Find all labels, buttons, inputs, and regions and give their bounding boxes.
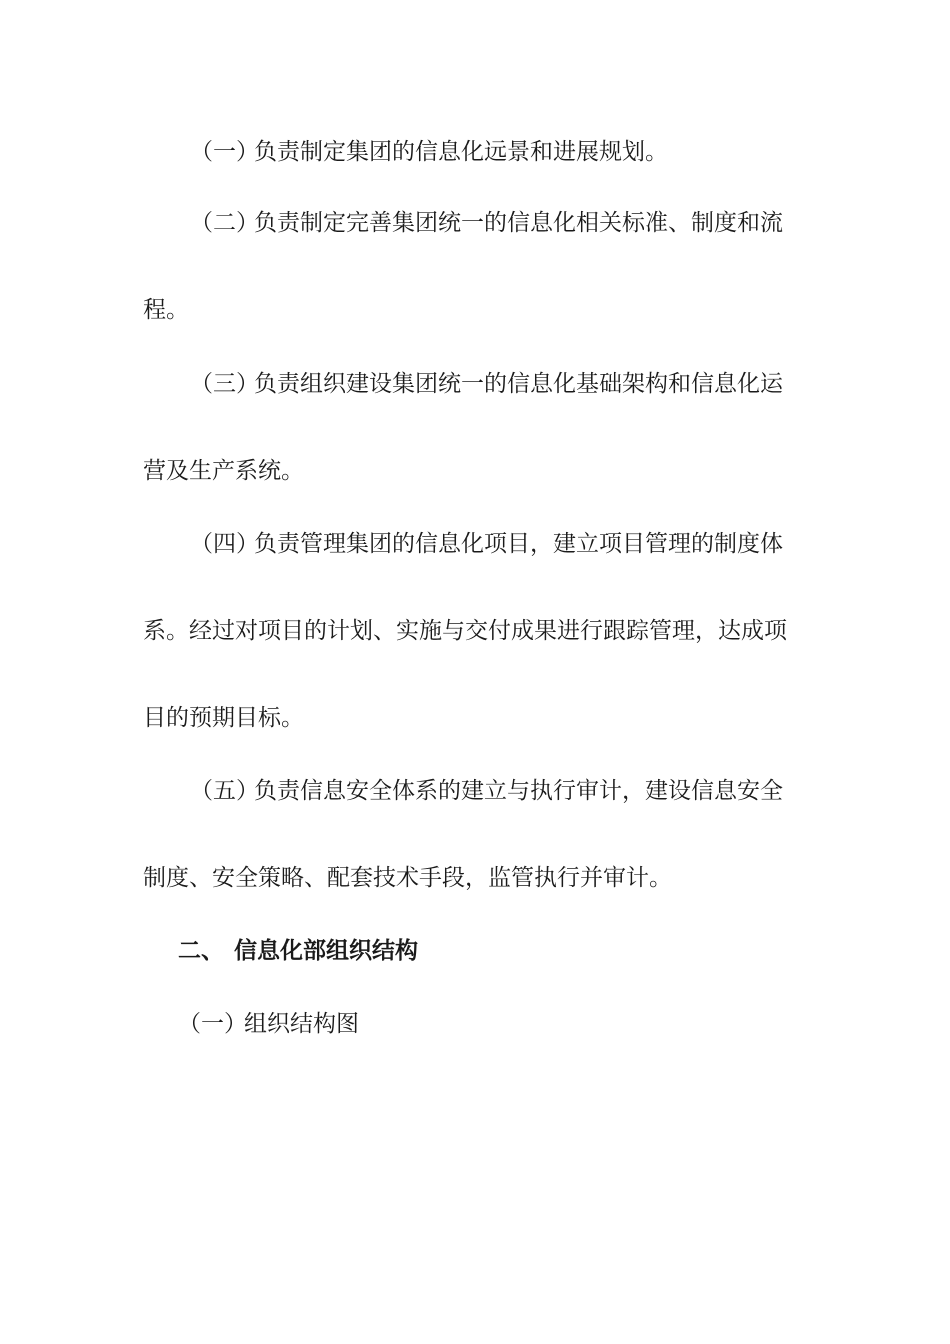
section-number: 二、 [178, 938, 224, 964]
list-item [190, 207, 783, 239]
item-text-line: 负责管理集团的信息化项目，建立项目管理的制度体 [254, 531, 783, 557]
item-continuation-line: 目的预期目标。 [143, 705, 304, 731]
list-item [190, 775, 783, 807]
list-item [190, 528, 783, 560]
item-continuation-line: 程。 [143, 297, 189, 323]
item-text-line: 负责信息安全体系的建立与执行审计，建设信息安全 [254, 778, 783, 804]
subsection-heading [178, 1008, 359, 1040]
item-marker: （四） [190, 531, 259, 557]
subsection-marker: （一） [178, 1011, 247, 1037]
item-marker: （三） [190, 371, 259, 397]
item-continuation-line: 营及生产系统。 [143, 458, 304, 484]
subsection-title: 组织结构图 [244, 1011, 359, 1037]
list-item [190, 368, 783, 400]
item-continuation-line: 系。经过对项目的计划、实施与交付成果进行跟踪管理，达成项 [143, 618, 787, 644]
item-marker: （一） [190, 139, 259, 165]
item-text-line: 负责组织建设集团统一的信息化基础架构和信息化运 [254, 371, 783, 397]
item-text-line: 负责制定集团的信息化远景和进展规划。 [254, 139, 668, 165]
item-continuation-line: 制度、安全策略、配套技术手段，监管执行并审计。 [143, 865, 672, 891]
section-title: 信息化部组织结构 [234, 938, 418, 964]
item-marker: （二） [190, 210, 259, 236]
list-item [190, 136, 668, 168]
section-heading [178, 935, 418, 967]
item-marker: （五） [190, 778, 259, 804]
item-text-line: 负责制定完善集团统一的信息化相关标准、制度和流 [254, 210, 783, 236]
